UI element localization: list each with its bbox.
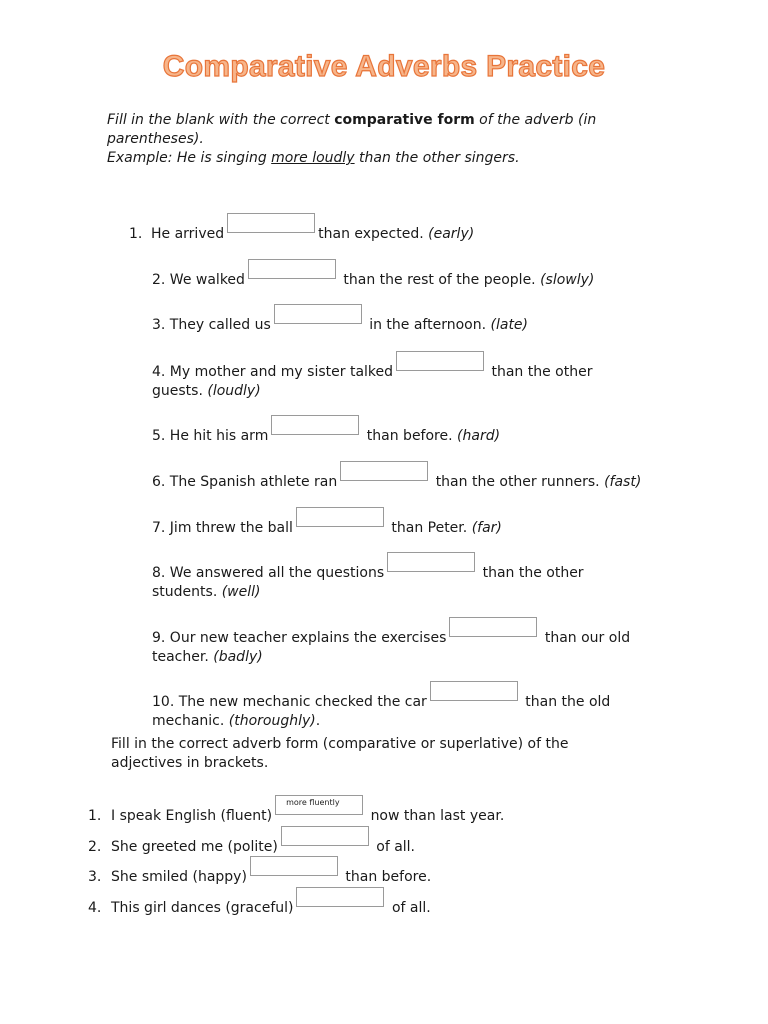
question-text: 10. The new mechanic checked the car: [152, 694, 427, 710]
exercise-text: She greeted me (polite): [111, 839, 278, 855]
question-4: [152, 351, 592, 401]
question-text-end: than before.: [366, 428, 453, 444]
answer-field[interactable]: [248, 259, 336, 279]
exercise-text-end: of all.: [391, 900, 431, 916]
question-10: [152, 681, 610, 731]
question-text-end: in the afternoon.: [369, 317, 487, 333]
answer-field[interactable]: [396, 351, 484, 371]
question-text-end: than the other runners.: [435, 474, 600, 490]
page-title: Comparative Adverbs Practice: [162, 50, 606, 83]
hint: (well): [221, 584, 261, 600]
question-tail: .: [315, 713, 321, 729]
answer-field[interactable]: [387, 552, 475, 572]
answer-field[interactable]: [250, 856, 338, 876]
question-text-end: than the old: [525, 694, 611, 710]
hint: (fast): [604, 474, 642, 490]
exercise-4: [88, 887, 431, 918]
answer-field[interactable]: [281, 826, 369, 846]
answer-field[interactable]: [340, 461, 428, 481]
question-text: 9. Our new teacher explains the exercises: [152, 630, 447, 646]
question-text-end: than our old: [544, 630, 631, 646]
question-9: [152, 617, 630, 667]
exercise-text: I speak English (fluent): [111, 808, 273, 824]
hint: (far): [471, 520, 502, 536]
answer-field[interactable]: [449, 617, 537, 637]
question-3: [152, 304, 528, 335]
example-text-end: than the other singers.: [354, 150, 520, 166]
question-7: [152, 507, 502, 538]
question-1: [129, 213, 474, 244]
answer-text: more fluently: [286, 798, 340, 807]
question-6: [152, 461, 641, 492]
exercise-text-end: now than last year.: [370, 808, 505, 824]
hint: (loudly): [207, 383, 261, 399]
part2-instructions: Fill in the correct adverb form (comparative or superlative) of the adjectives in brackets.: [111, 736, 569, 771]
answer-field[interactable]: [271, 415, 359, 435]
question-text: He arrived: [151, 226, 225, 242]
exercise-3: [88, 856, 431, 887]
question-text-wrap: students.: [152, 584, 218, 600]
hint: (thoroughly): [228, 713, 316, 729]
question-text: 7. Jim threw the ball: [152, 520, 293, 536]
question-2: [152, 259, 594, 290]
exercise-2: [88, 826, 415, 857]
exercise-text: She smiled (happy): [111, 869, 247, 885]
instruction-text-end: of the adverb (in parentheses).: [107, 112, 597, 147]
question-text-wrap: mechanic.: [152, 713, 225, 729]
exercise-text-end: than before.: [345, 869, 432, 885]
question-text: 4. My mother and my sister talked: [152, 364, 394, 380]
answer-field[interactable]: [275, 795, 363, 815]
exercise-text-end: of all.: [376, 839, 416, 855]
example-text: Example: He is singing: [107, 150, 272, 166]
question-5: [152, 415, 500, 446]
answer-field[interactable]: [430, 681, 518, 701]
instructions: [107, 111, 627, 168]
exercise-number: 1.: [88, 808, 102, 824]
instruction-text: Fill in the blank with the correct: [107, 112, 335, 128]
question-text-end: than the other: [491, 364, 593, 380]
question-text-end: than Peter.: [391, 520, 468, 536]
answer-field[interactable]: [227, 213, 315, 233]
question-text: 2. We walked: [152, 272, 245, 288]
answer-field[interactable]: [274, 304, 362, 324]
question-text-wrap: teacher.: [152, 649, 209, 665]
hint: (late): [490, 317, 529, 333]
question-text-wrap: guests.: [152, 383, 203, 399]
exercise-1: [88, 795, 504, 826]
question-number: 1.: [129, 226, 143, 242]
hint: (badly): [213, 649, 263, 665]
question-text: 6. The Spanish athlete ran: [152, 474, 338, 490]
exercise-number: 3.: [88, 869, 102, 885]
example-underlined: more loudly: [271, 150, 355, 166]
hint: (slowly): [540, 272, 595, 288]
exercise-number: 4.: [88, 900, 102, 916]
question-text-end: than the other: [482, 565, 584, 581]
instruction-bold: comparative form: [334, 112, 475, 128]
hint: (early): [428, 226, 475, 242]
exercise-number: 2.: [88, 839, 102, 855]
question-text: 5. He hit his arm: [152, 428, 269, 444]
hint: (hard): [457, 428, 501, 444]
answer-field[interactable]: [296, 887, 384, 907]
question-text: 3. They called us: [152, 317, 271, 333]
question-8: [152, 552, 584, 602]
question-text: 8. We answered all the questions: [152, 565, 385, 581]
answer-field[interactable]: [296, 507, 384, 527]
question-text-end: than the rest of the people.: [343, 272, 536, 288]
exercise-text: This girl dances (graceful): [111, 900, 294, 916]
question-text-end: than expected.: [318, 226, 424, 242]
